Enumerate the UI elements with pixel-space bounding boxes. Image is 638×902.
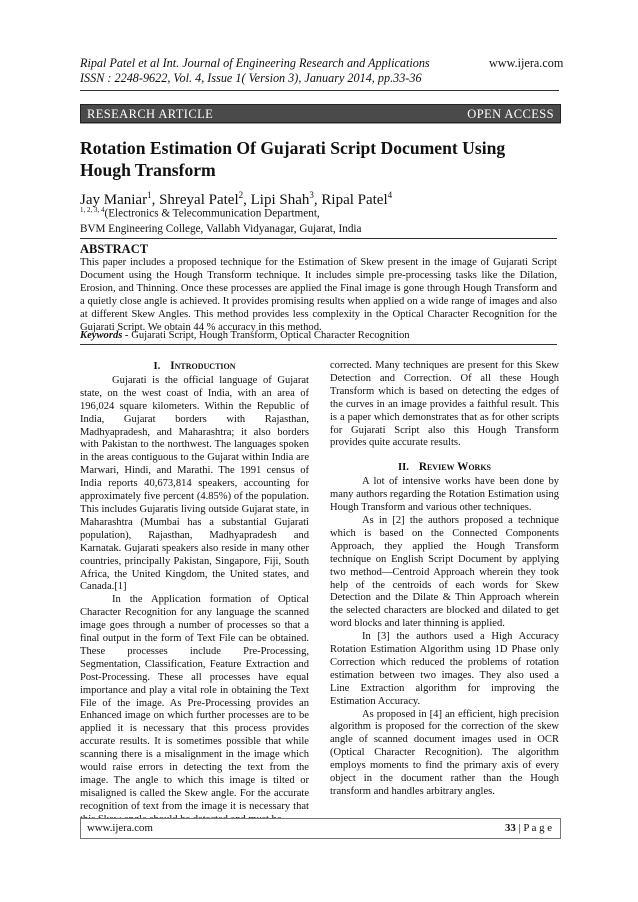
paragraph: As proposed in [4] an efficient, high precision algorithm is proposed for the correction of the skew angle of scanned document images used in OCR (Optical Character Recognition). The algorithm employs moments to find the primary axis of every object in the document rather than the Hough transform and handles arbitrary angles. [330,708,559,797]
author-name: Lipi Shah [250,192,310,208]
section-title: Introduction [170,360,236,372]
author-name: Ripal Patel [321,192,388,208]
paragraph: A lot of intensive works have been done by many authors regarding the Rotation Estimation using Hough Transform and various other techniques. [330,476,559,514]
section-spacer [330,450,559,461]
page-label: | P a g e [518,822,552,834]
section-heading-introduction [80,360,309,374]
paragraph: Gujarati is the official language of Gujarat state, on the west coast of India, with an area of 196,024 square kilometers. Within the Republic of India, Gujarat borders with Rajasthan, Madhyapradesh, and Maharashtra; it also borders with Pakistan to the northwest. The languages spoken in the areas contiguous to the Gujarat within India are Marwari, Hindi, and Marathi. The 1991 census of India reports 40,673,814 speakers, accounting for approximately five percent (4.85%) of the population. This includes Gujaratis living outside Gujarat state, in Maharashtra (Mumbai has a substantial Gujarati population), Rajasthan, Madhyapradesh and Karnatak. Gujarati speakers also reside in many other countries, principally Pakistan, Singapore, Fiji, South Africa, the United Kingdom, the United states, and Canada.[1] [80,374,309,593]
author-affil-mark: 4 [387,190,393,200]
author-affil-mark: 1 [147,190,152,200]
paragraph: In [3] the authors used a High Accuracy Rotation Estimation Algorithm using 1D Phase only Correction which reduced the problems of rotation estimation between two images. They also used a Line Extraction algorithm for improving the Estimation Accuracy. [330,631,559,707]
paragraph: As in [2] the authors proposed a technique which is based on the Connected Components Approach, they applied the Hough Transform technique on English Script Document by applying two method—Centroid Approach wherein they took help of the centroids of each words for Skew Detection and the Dilate & Thin Approach wherein the selected characters are blocked and dilated to get word blocks and later thinning is applied. [330,514,559,630]
keywords-line [80,329,557,342]
abstract-heading: ABSTRACT [80,242,149,256]
running-header [80,56,480,86]
paragraph-continuation: corrected. Many techniques are present for this Skew Detection and Correction. Of all these Hough Transform which is based on detecting the edges of the curves in an image provides a faithful result. This is a paper which demonstrates that as for other scripts for Gujarati Script also this Hough Transform provides quite accurate results. [330,360,559,449]
left-column [80,360,309,827]
header-website-link[interactable]: www.ijera.com [489,56,564,70]
research-article-label: RESEARCH ARTICLE [87,107,214,121]
open-access-label: OPEN ACCESS [467,107,554,121]
abstract-text: This paper includes a proposed technique for the Estimation of Skew present in the image of Gujarati Script Document using the Hough Transform technique. It includes simple pre-processing tasks like the Dilation, Erosion, and Thinning. Once these processes are applied the Final image is gone through Hough Transform and a quietly close angle is achieved. It provides promising results when applied on a wide range of images and also at different Skew Angles. This method provides less complexity in the Optical Character Recognition for the Gujarati Script. We obtain 44 % accuracy in this method. [80,257,557,333]
paper-title: Rotation Estimation Of Gujarati Script Document Using Hough Transform [80,138,506,180]
author-affil-mark: 3 [309,190,314,200]
affiliation-marks: 1, 2, 3, 4 [80,206,105,214]
right-column [330,360,559,799]
keywords-text: Gujarati Script, Hough Transform, Optical Character Recognition [128,330,410,341]
paragraph: In the Application formation of Optical Character Recognition for any language the scanned image goes through a number of processes so that a final output in the form of Text File can be obtained. These processes include Pre-Processing, Segmentation, Classification, Feature Extraction and Post-Processing. These all processes have equal importance and play a vital role in obtaining the Text File of the image. As Pre-Processing provides an Enhanced image on which further processes are to be applied it is necessary that this process provides accurate results. It is sometimes possible that while scanning there is a misalignment in the image which would raise errors in detecting the text from the image. The angle to which this image is tilted or misaligned is called the Skew angle. For the accurate recognition of text from the image it is necessary that [80,594,309,812]
header-divider [80,90,559,91]
author-name: Shreyal Patel [159,192,239,208]
page-number-value: 33 [504,822,516,834]
section-number: I. [153,361,161,372]
affiliation-department: (Electronics & Telecommunication Department, [104,207,320,220]
affiliation-institution: BVM Engineering College, Vallabh Vidyanagar, Gujarat, India [80,222,362,235]
section-heading-review-works [330,461,559,475]
page-number [505,819,552,838]
section-number: II. [397,462,409,474]
author-affil-mark: 2 [238,190,244,200]
page-footer [80,818,561,839]
keywords-label: Keywords - [80,330,129,341]
author-name: Jay Maniar [80,192,148,208]
section-title: Review Works [418,461,491,474]
footer-website-link[interactable]: www.ijera.com [87,822,153,834]
author-list: Jay Maniar$^1$, Shreyal Patel$^2$, Lipi Shah$^3$, Ripal Patel$^4$ [80,190,393,208]
affiliation [80,203,362,237]
article-type-banner [80,104,561,123]
journal-citation: Ripal Patel et al Int. Journal of Engineering Research and Applications [80,56,430,70]
abstract-box [80,238,557,345]
issn-line: ISSN : 2248-9622, Vol. 4, Issue 1( Version 3), January 2014, pp.33-36 [80,71,422,85]
